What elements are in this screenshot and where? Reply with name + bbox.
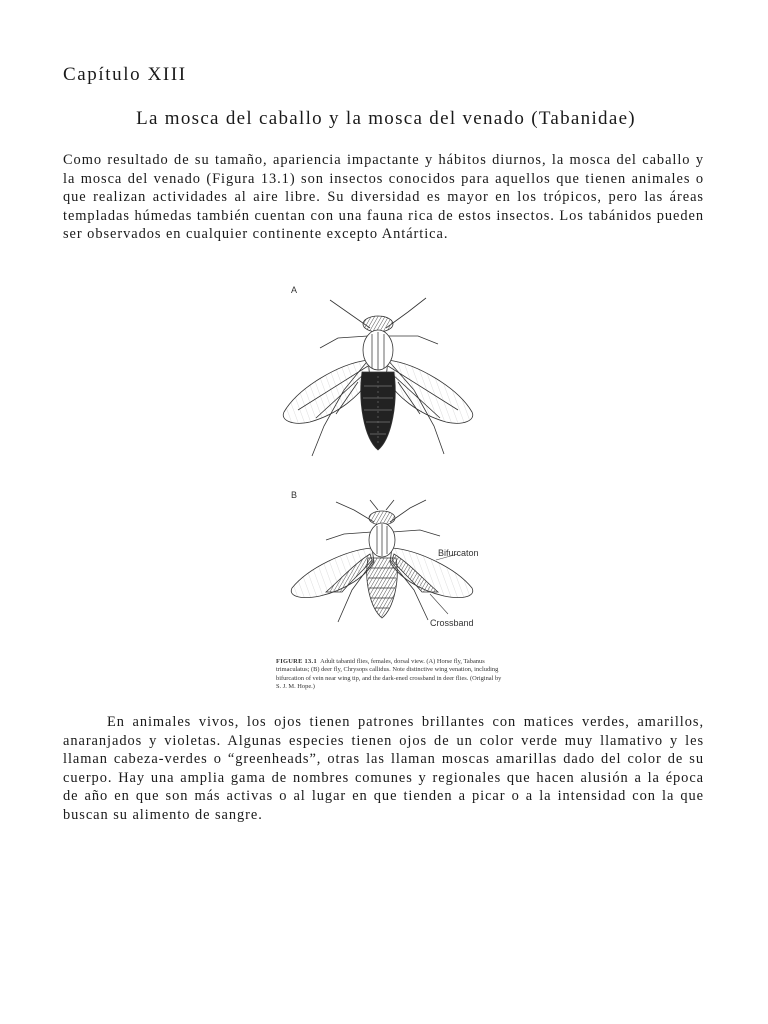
figure-caption-number: FIGURE 13.1 [276, 658, 317, 665]
bifurcation-label: Bifurcaton [438, 548, 479, 558]
figure-label-b: B [291, 490, 298, 500]
horse-fly-drawing [283, 298, 473, 456]
deer-fly-drawing [291, 500, 473, 622]
figure-caption [276, 658, 508, 692]
tabanid-illustration [258, 278, 508, 658]
figure-caption-text: Adult tabanid flies, females, dorsal view. (A) Horse fly, Tabanus trimaculatus; (B) deer fly, Chrysops callidus. Note distinctive wing venation, including bifurcation of vein near wing tip, and the dark-ened crossband in deer flies. (Original by S. J. M. Hope.) [276, 658, 502, 691]
chapter-title: La mosca del caballo y la mosca del venado (Tabanidae) [136, 108, 636, 129]
chapter-heading: Capítulo XIII [63, 64, 187, 85]
body-paragraph: En animales vivos, los ojos tienen patrones brillantes con matices verdes, amarillos, anaranjados y violetas. Algunas especies tienen ojos de un color verde muy llamativo y les llaman cabeza-verdes o “greenheads”, otras las llaman moscas amarillas dado del color de su cuerpo. Hay una amplia gama de nombres comunes y regionales que hacen alusión a la época de año en que son más activas o al lugar en que tienden a picar o a la intensidad con la que buscan su alimento de sangre. [63, 714, 704, 823]
intro-paragraph: Como resultado de su tamaño, apariencia impactante y hábitos diurnos, la mosca del caballo y la mosca del venado (Figura 13.1) son insectos conocidos para aquellos que tienen animales o que realizan actividades al aire libre. Su diversidad es mayor en los trópicos, pero las áreas templadas húmedas también cuentan con una fauna rica de estos insectos. Los tabánidos pueden ser observados en cualquier continente excepto Antártica. [63, 152, 704, 243]
figure-label-a: A [291, 285, 298, 295]
crossband-label: Crossband [430, 618, 474, 628]
figure-13-1 [258, 278, 508, 698]
